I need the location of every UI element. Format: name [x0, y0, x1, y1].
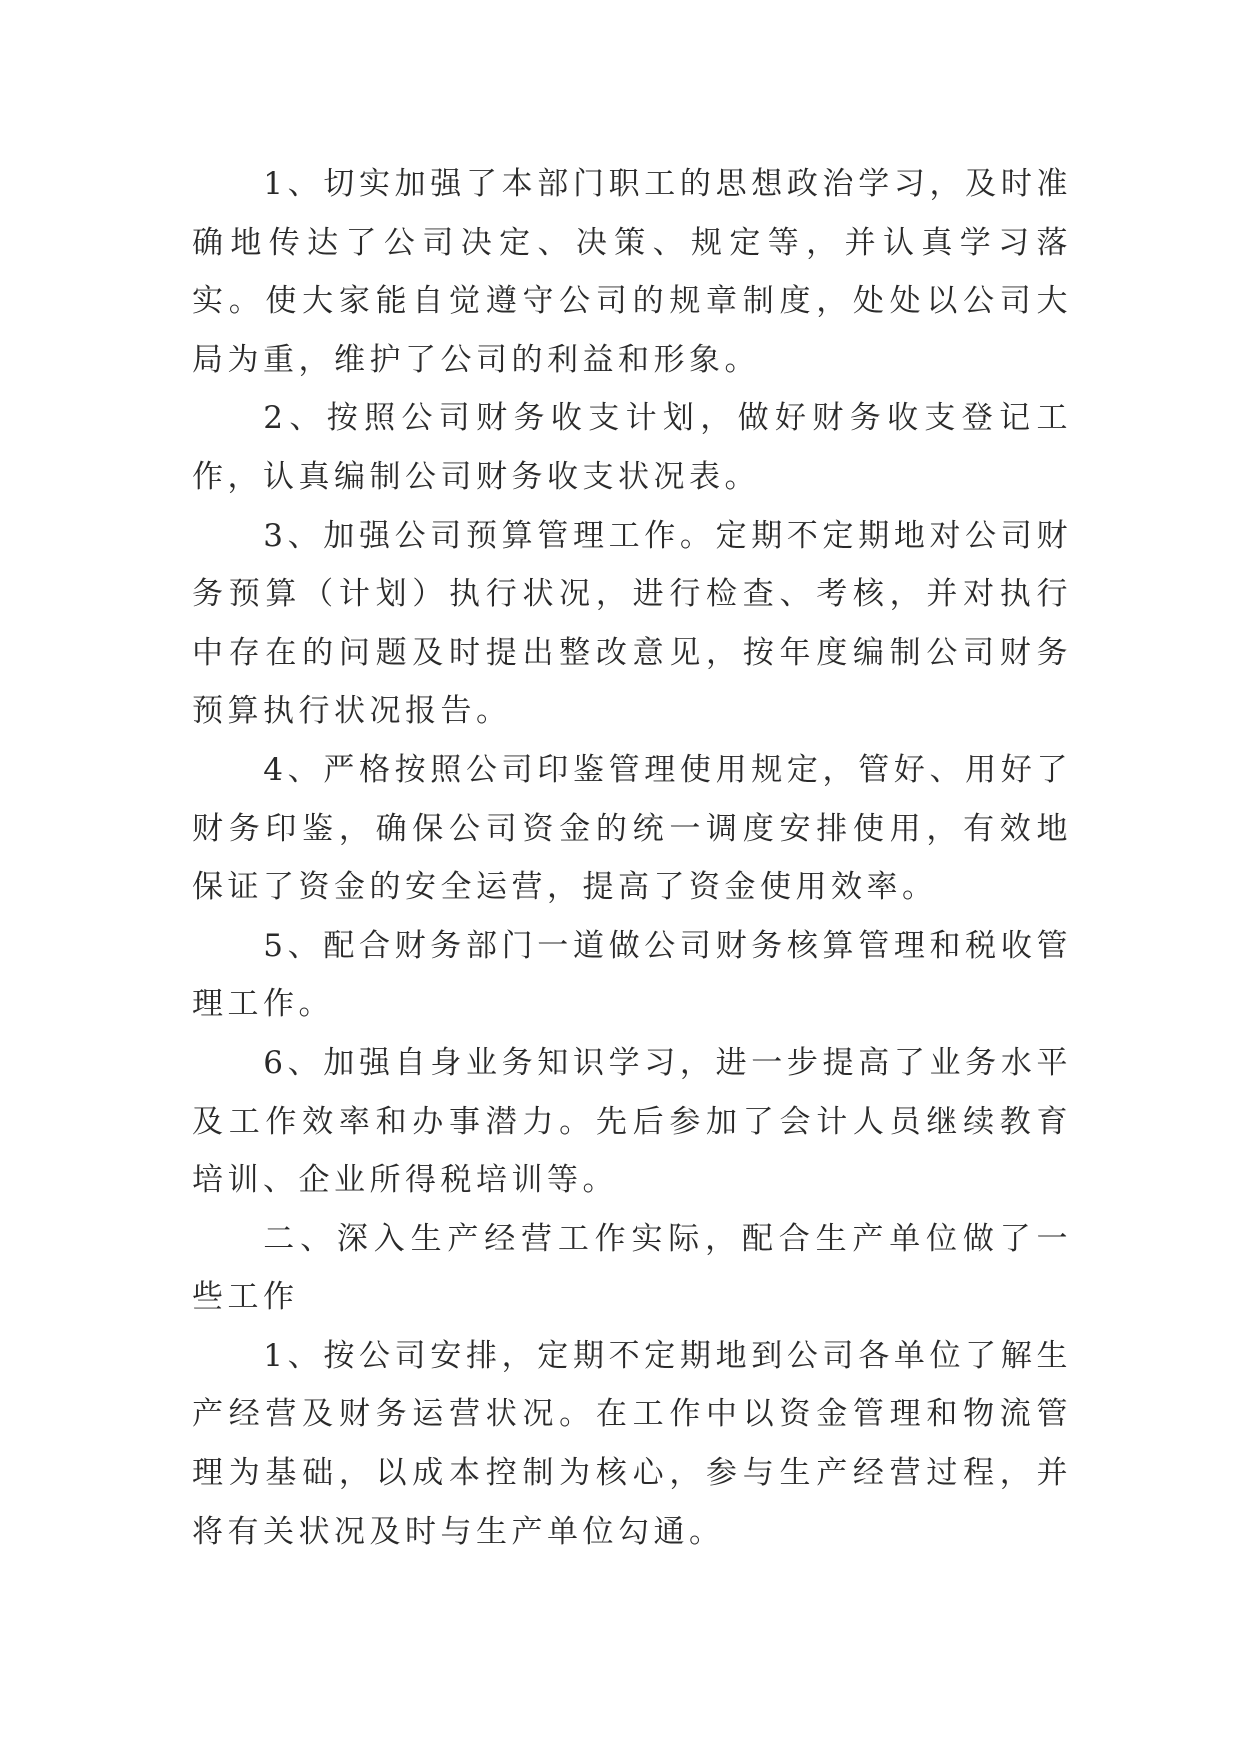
paragraph-5: 5、配合财务部门一道做公司财务核算管理和税收管理工作。 [192, 927, 1072, 1023]
document-body [192, 155, 1072, 1561]
paragraph-2: 2、按照公司财务收支计划，做好财务收支登记工作，认真编制公司财务收支状况表。 [192, 400, 1072, 495]
paragraph-7: 1、按公司安排，定期不定期地到公司各单位了解生产经营及财务运营状况。在工作中以资金管理和物流管理为基础，以成本控制为核心，参与生产经营过程，并将有关状况及时与生产单位勾通。 [192, 1337, 1072, 1550]
paragraph-3: 3、加强公司预算管理工作。定期不定期地对公司财务预算（计划）执行状况，进行检查、考核，并对执行中存在的问题及时提出整改意见，按年度编制公司财务预算执行状况报告。 [192, 517, 1072, 730]
paragraph-6: 6、加强自身业务知识学习，进一步提高了业务水平及工作效率和办事潜力。先后参加了会计人员继续教育培训、企业所得税培训等。 [192, 1044, 1072, 1199]
section-heading-2: 二、深入生产经营工作实际，配合生产单位做了一些工作 [192, 1220, 1072, 1316]
paragraph-4: 4、严格按照公司印鉴管理使用规定，管好、用好了财务印鉴，确保公司资金的统一调度安排使用，有效地保证了资金的安全运营，提高了资金使用效率。 [192, 751, 1072, 906]
paragraph-1: 1、切实加强了本部门职工的思想政治学习，及时准确地传达了公司决定、决策、规定等，并认真学习落实。使大家能自觉遵守公司的规章制度，处处以公司大局为重，维护了公司的利益和形象。 [192, 166, 1072, 378]
